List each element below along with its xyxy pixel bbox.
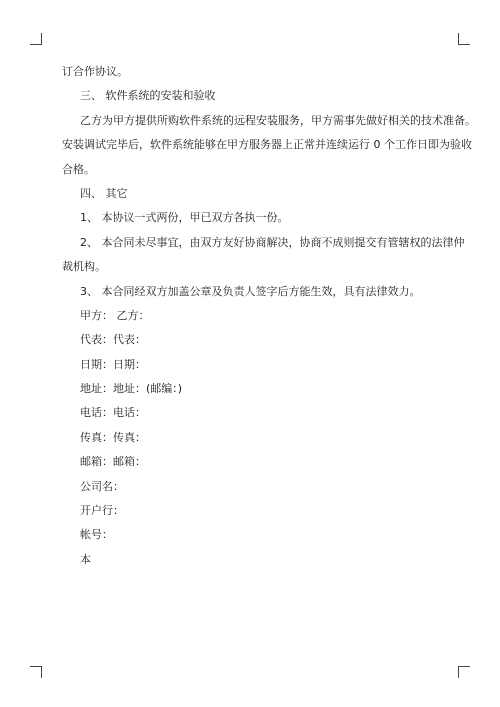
clause-3: 3、 本合同经双方加盖公章及负责人签字后方能生效，具有法律效力。 <box>80 284 421 298</box>
bank-field: 开户行： <box>80 504 124 518</box>
crop-mark-bottom-left <box>30 666 42 678</box>
paragraph-installation-end: 合格。 <box>62 162 95 176</box>
crop-mark-bottom-right <box>458 666 470 678</box>
crop-mark-top-left <box>30 33 42 45</box>
section-heading-other: 四、 其它 <box>80 186 128 200</box>
paragraph-installation: 乙方为甲方提供所购软件系统的远程安装服务，甲方需事先做好相关的技术准备。 <box>80 113 476 127</box>
email-field: 邮箱：邮箱： <box>80 455 146 469</box>
section-heading-installation: 三、 软件系统的安装和验收 <box>80 89 216 103</box>
clause-2: 2、 本合同未尽事宜，由双方友好协商解决，协商不成则提交有管辖权的法律仲 <box>80 235 465 249</box>
representative-field: 代表：代表： <box>80 333 146 347</box>
company-name-field: 公司名： <box>80 479 124 493</box>
clause-2-cont: 裁机构。 <box>62 260 106 274</box>
date-field: 日期：日期： <box>80 357 146 371</box>
address-field: 地址：地址：(邮编：) <box>80 382 183 396</box>
fax-field: 传真：传真： <box>80 430 146 444</box>
paragraph-continuation: 订合作协议。 <box>62 65 128 78</box>
crop-mark-top-right <box>458 33 470 45</box>
clause-1: 1、 本协议一式两份，甲已双方各执一份。 <box>80 211 289 225</box>
trailing-text: 本 <box>80 552 91 566</box>
account-field: 帐号： <box>80 528 113 542</box>
document-body <box>62 60 476 572</box>
party-field: 甲方： 乙方： <box>80 308 150 322</box>
phone-field: 电话：电话： <box>80 406 146 420</box>
paragraph-installation-cont: 安装调试完毕后，软件系统能够在甲方服务器上正常并连续运行 0 个工作日即为验收 <box>62 138 472 152</box>
